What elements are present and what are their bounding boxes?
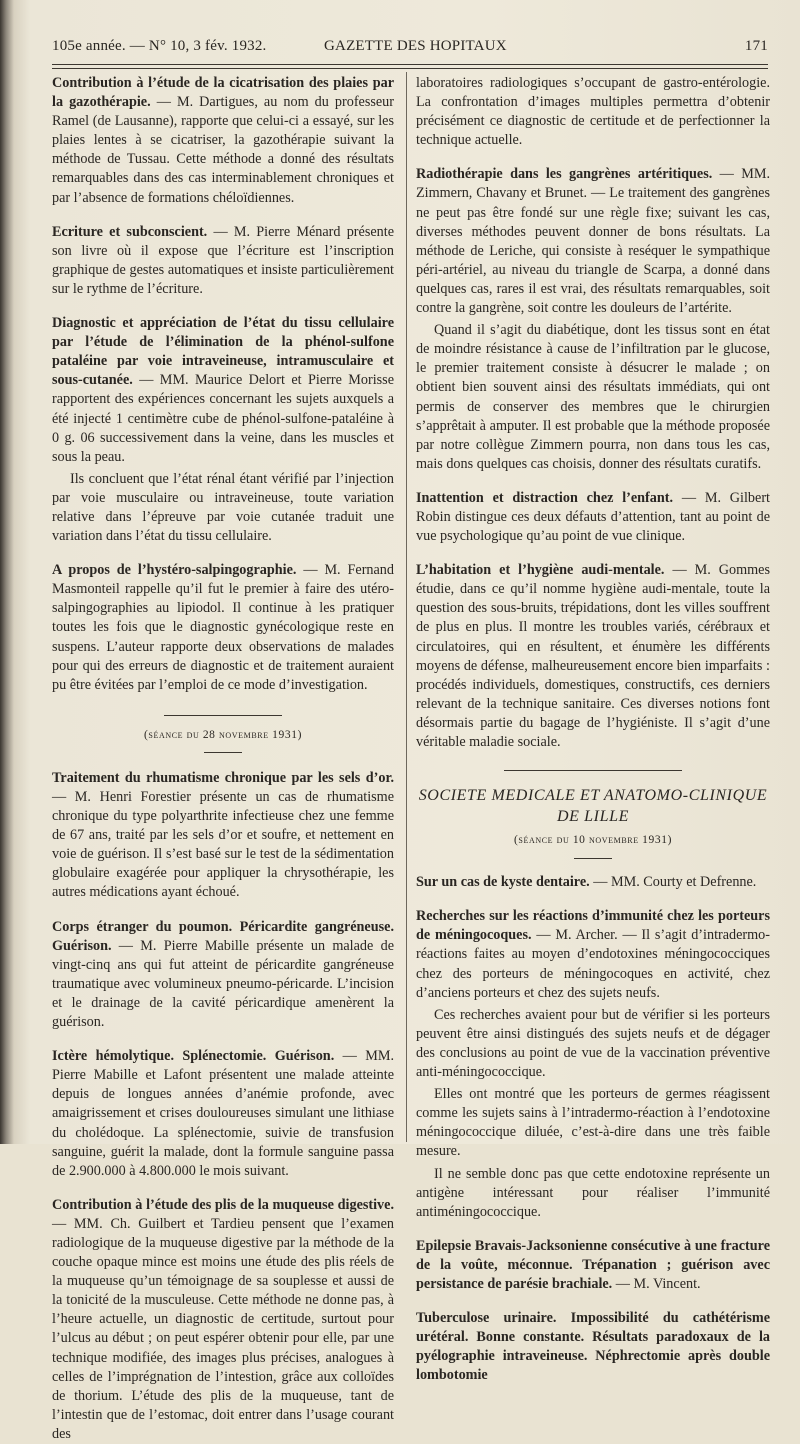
column-divider	[406, 72, 407, 1142]
article-title: Inattention et distraction chez l’enfant.	[416, 489, 674, 506]
article-text: — M. Vincent.	[612, 1275, 701, 1292]
article-kyste-dentaire	[416, 873, 770, 892]
article-text: — MM. Ch. Guilbert et Tardieu pensent que l’examen radiologique de la muqueuse digestive par la méthode de la couche opaque mince est moins une étude des plis réels de la muqueuse qu’un témoignage de sa souplesse et aussi de la tonicité de la musculeuse. Cette méthode ne donne pas, à l’heure actuelle, un diagnostic de certitude, surtout pour l’ulcus au début ; on peut espérer obtenir pour elle, par une technique modifiée, des images plus précises, analogues à celles de l’imprégnation de l’intestion, grâce aux colloïdes de thorium. L’étude des plis de la muqueuse, tant de l’intestin que de l’estomac, doit entrer dans l’usage courant des	[52, 1215, 394, 1442]
article-title: Contribution à l’étude de la cicatrisation des plaies par la gazothérapie.	[52, 75, 394, 111]
issue-info: 105e année. — N° 10, 3 fév. 1932.	[52, 38, 267, 54]
article-text: — M. Archer. — Il s’agit d’intradermo-réactions faites au moyen d’endotoxines méningococciques chez des porteurs de méningocoques en activité, chez d’anciens porteurs et chez des sujets neufs.	[416, 927, 770, 1001]
article-hystero-salpingographie	[52, 561, 394, 695]
article-paragraph: Ces recherches avaient pour but de vérifier si les porteurs peuvent être ainsi distingués des sujets neufs et de dégager des conclusions au point de vue de la vaccination préventive anti-méningococcique.	[416, 1006, 770, 1081]
society-heading	[416, 785, 770, 827]
article-text: — MM. Courty et Defrenne.	[589, 874, 757, 891]
session-heading: (séance du 10 novembre 1931)	[513, 834, 673, 847]
article-title: L’habitation et l’hygiène audi-mentale.	[416, 562, 665, 579]
article-text: — MM. Pierre Mabille et Lafont présentent une malade atteinte depuis de longues années d’anémie profonde, avec amaigrissement et crises douloureuses simulant une lithiase du cholédoque. La splénectomie, suivie de transfusion sanguine, guérit la malade, dont la formule sanguine passa de 2.900.000 à 4.800.000 le mois suivant.	[52, 1048, 395, 1179]
article-title: Ecriture et subconscient.	[52, 223, 208, 240]
article-text: — M. Dartigues, au nom du professeur Ramel (de Lausanne), rapporte que celui-ci a essayé, sur les plaies lentes à se cicatriser, la gazothérapie suivant la méthode de Tussau. Cette méthode a donné des résultats remarquables dans des cas interminablement chroniques et par l’absence de formations chéloïdiennes.	[52, 94, 394, 206]
society-heading-line: SOCIETE MEDICALE ET ANATOMO-CLINIQUE	[418, 787, 768, 805]
session-heading: (séance du 28 novembre 1931)	[143, 728, 303, 741]
article-cicatrisation	[52, 74, 394, 208]
article-title: Contribution à l’étude des plis de la muqueuse digestive.	[52, 1196, 394, 1213]
right-column	[416, 74, 770, 1385]
article-title: Ictère hémolytique. Splénectomie. Guérison.	[52, 1048, 335, 1065]
article-rhumatisme	[52, 769, 394, 903]
article-inattention	[416, 489, 770, 546]
article-paragraph: Il ne semble donc pas que cette endotoxine représente un antigène intéressant pour réaliser l’immunité antiméningococcique.	[416, 1165, 770, 1220]
article-ictere	[52, 1047, 394, 1181]
article-text: — M. Henri Forestier présente un cas de rhumatisme chronique du type polyarthrite infectieuse chez une femme de 67 ans, traité par les sels d’or et soufre, et nettement en voie de guérison. Il s’est basé sur le test de la sédimentation globulaire exagérée pour appliquer la chrysothérapie, les autres médications ayant échoué.	[52, 789, 394, 901]
article-tissu-cellulaire	[52, 314, 394, 467]
section-separator-short	[574, 858, 612, 859]
section-separator	[504, 770, 682, 771]
article-corps-etranger	[52, 918, 394, 1033]
article-title: Sur un cas de kyste dentaire.	[416, 874, 590, 891]
article-epilepsie	[416, 1237, 770, 1294]
article-radiotherapie	[416, 165, 770, 318]
article-text: — M. Fernand Masmonteil rappelle qu’il fut le premier à faire des utéro-salpingographies au lipiodol. Il continue à les pratiquer toutes les fois que le diagnostic gynécologique reste en suspens. L’auteur rapporte deux observations de malades pour qui des erreurs de diagnostic et de traitement auraient pu être évitées par l’emploi de ce mode d’investigation.	[52, 562, 394, 693]
article-meningocoques	[416, 907, 770, 1002]
article-title: Corps étranger du poumon. Péricardite gangréneuse. Guérison.	[52, 918, 394, 954]
article-text: — M. Pierre Ménard présente son livre où il expose que l’écriture est l’inscription graphique de gestes automatiques et insiste particulièrement sur le rythme de l’écriture.	[52, 223, 394, 297]
section-separator-short	[204, 752, 242, 753]
article-text: — M. Gommes étudie, dans ce qu’il nomme hygiène audi-mentale, toute la question des sous-bruits, trépidations, dont les villes souffrent de plus en plus. Il montre les troubles variés, cérébraux et circulatoires, qui en résultent, et énumère les différents moyens de défense, malheureusement encore bien imparfaits : procédés individuels, domestiques, constructifs, ces derniers relevant de la technique sanitaire. Ces diverses notions font désormais partie du bagage de l’hygiéniste. Il s’agit d’une véritable maladie sociale.	[416, 562, 770, 750]
article-title: Radiothérapie dans les gangrènes artéritiques.	[416, 166, 713, 183]
left-column	[52, 74, 394, 1444]
article-ecriture	[52, 223, 394, 299]
section-separator	[164, 715, 282, 716]
article-title: Recherches sur les réactions d’immunité chez les porteurs de méningocoques.	[416, 908, 770, 944]
article-paragraph: Ils concluent que l’état rénal étant vérifié par l’injection par voie musculaire ou intraveineuse, toute variation relative dans l’épreuve par voie cutanée traduit une variation dans l’état du tissu cellulaire.	[52, 470, 394, 545]
article-text: — M. Pierre Mabille présente un malade de vingt-cinq ans qui fut atteint de péricardite gangréneuse traumatique avec volumineux pneumo-péricarde. L’incision et le drainage de la cavité péricardique amenèrent la guérison.	[52, 937, 394, 1031]
header-rule-bottom	[52, 68, 768, 69]
article-title: Traitement du rhumatisme chronique par les sels d’or.	[52, 769, 394, 786]
article-plis-muqueuse	[52, 1196, 394, 1444]
article-text: — M. Gilbert Robin distingue ces deux défauts d’attention, tant au point de vue psychologique qu’au point de vue clinique.	[416, 489, 770, 545]
article-title: Tuberculose urinaire. Impossibilité du cathétérisme urétéral. Bonne constante. Résultats paradoxaux de la pyélographie intraveineuse. Néphrectomie après double lombotomie	[416, 1310, 770, 1384]
article-continuation: laboratoires radiologiques s’occupant de gastro-entérologie. La confrontation d’images multiples permettra d’obtenir précisément ce diagnostic de certitude et de perfectionner la technique actuelle.	[416, 75, 770, 149]
journal-title: GAZETTE DES HOPITAUX	[324, 38, 507, 54]
article-title: Epilepsie Bravais-Jacksonienne consécutive à une fracture de la voûte, méconnue. Trépanation ; guérison avec persistance de parésie brachiale.	[416, 1237, 770, 1292]
article-text: — MM. Maurice Delort et Pierre Morisse rapportent des expériences concernant les sujets auxquels a été injecté 1 centimètre cube de phénol-sulfone-pataléine à 0 g. 06 successivement dans la veine, dans les muscles et sous la peau.	[52, 372, 394, 465]
article-text: — MM. Zimmern, Chavany et Brunet. — Le traitement des gangrènes ne peut pas être fondé sur une règle fixe; suivant les cas, diverses méthodes peuvent donner de bons résultats. La méthode de Leriche, qui consiste à reséquer le sympathique péri-artériel, au niveau du triangle de Scarpa, a donné dans quelques cas, rares il est vrai, des résultats remarquables, soit contre la gangrène, soit contre les douleurs de l’artérite.	[416, 166, 770, 317]
page-header	[52, 30, 768, 60]
society-heading-line: DE LILLE	[557, 808, 629, 826]
article-paragraph: Quand il s’agit du diabétique, dont les tissus sont en état de moindre résistance à cause de l’infiltration par le glucose, le premier traitement consiste à désucrer le malade ; on obtient bien souvent ainsi des résultats immédiats, qui ont permis de conserver des membres que le chirurgien s’apprêtait à amputer. Il est probable que la méthode proposée par notre collègue Zimmern pourra, non dans tous les cas, mais dons quelques cas choisis, donner des résultats curatifs.	[416, 322, 770, 472]
article-tuberculose-urinaire	[416, 1309, 770, 1385]
article-title: Diagnostic et appréciation de l’état du tissu cellulaire par l’étude de l’élimination de la phénol-sulfone pataléine par voie intraveineuse, intramusculaire et sous-cutanée.	[52, 315, 394, 389]
page-number: 171	[744, 38, 768, 54]
article-title: A propos de l’hystéro-salpingographie.	[52, 562, 297, 579]
article-paragraph: Elles ont montré que les porteurs de germes réagissent comme les sujets sains à l’intradermo-réaction à l’endotoxine méningococcique diluée, c’est-à-dire dans une très faible mesure.	[416, 1086, 770, 1160]
header-rule-top	[52, 64, 768, 65]
article-hygiene-audi-mentale	[416, 561, 770, 752]
